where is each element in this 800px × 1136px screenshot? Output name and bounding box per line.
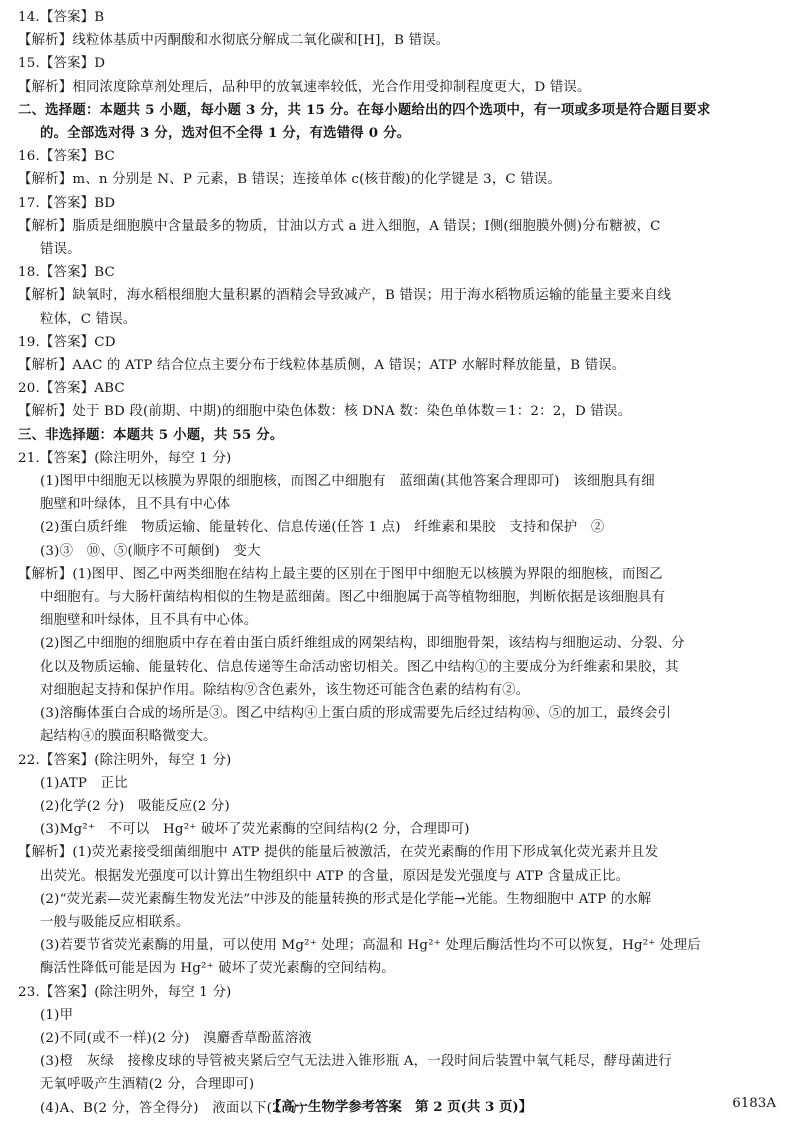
text-line: (1)ATP 正比 <box>40 775 128 791</box>
answer-content <box>18 6 774 1120</box>
text-line: 一般与吸能反应相联系。 <box>40 914 190 930</box>
text-line: 三、非选择题：本题共 5 小题，共 55 分。 <box>18 426 284 443</box>
text-line: (1)甲 <box>40 1007 74 1023</box>
text-line: 中细胞有。与大肠杆菌结构相似的生物是蓝细菌。图乙中细胞属于高等植物细胞，判断依据是该细胞具有 <box>40 590 666 606</box>
text-line: 粒体，C 错误。 <box>40 311 137 327</box>
text-line: 出荧光。根据发光强度可以计算出生物组织中 ATP 的含量，原因是发光强度与 ATP 含量成正比。 <box>40 868 630 884</box>
text-line: 20.【答案】ABC <box>18 381 125 397</box>
text-line: 18.【答案】BC <box>18 265 115 281</box>
text-line: (2)蛋白质纤维 物质运输、能量转化、信息传递(任答 1 点) 纤维素和果胶 支持和保护 ② <box>40 520 605 536</box>
text-line: 【解析】处于 BD 段(前期、中期)的细胞中染色体数：核 DNA 数：染色单体数＝1：2：2，D 错误。 <box>18 404 632 420</box>
text-line: 胞壁和叶绿体，且不具有中心体 <box>40 497 231 513</box>
text-line: 【解析】线粒体基质中丙酮酸和水彻底分解成二氧化碳和[H]，B 错误。 <box>18 33 450 49</box>
text-line: (2)不同(或不一样)(2 分) 溴麝香草酚蓝溶液 <box>40 1030 312 1046</box>
text-line: 起结构④的膜面积略微变大。 <box>40 729 217 745</box>
text-line: (2)图乙中细胞的细胞质中存在着由蛋白质纤维组成的网架结构，即细胞骨架，该结构与细胞运动、分裂、分 <box>40 636 685 652</box>
text-line: 错误。 <box>40 242 81 258</box>
text-line: 19.【答案】CD <box>18 334 116 350</box>
footer-title: 【高一生物学参考答案 第 2 页(共 3 页)】 <box>267 1099 533 1115</box>
text-line: 的。全部选对得 3 分，选对但不全得 1 分，有选错得 0 分。 <box>40 125 411 142</box>
text-line: (3)橙 灰绿 接橡皮球的导管被夹紧后空气无法进入锥形瓶 A，一段时间后装置中氧气耗尽，酵母菌进行 <box>40 1054 672 1070</box>
text-line: 无氧呼吸产生酒精(2 分，合理即可) <box>40 1077 255 1093</box>
text-line: 酶活性降低可能是因为 Hg²⁺ 破坏了荧光素酶的空间结构。 <box>40 961 395 977</box>
text-line: 14.【答案】B <box>18 10 105 25</box>
text-line: 【解析】脂质是细胞膜中含量最多的物质，甘油以方式 a 进入细胞，A 错误；Ⅰ侧(细胞膜外侧)分布糖被，C <box>18 218 661 234</box>
text-line: 对细胞起支持和保护作用。除结构⑨含色素外，该生物还可能含色素的结构有②。 <box>40 682 530 698</box>
text-line: 22.【答案】(除注明外，每空 1 分) <box>18 752 232 768</box>
text-line: (3)若要节省荧光素酶的用量，可以使用 Mg²⁺ 处理；高温和 Hg²⁺ 处理后酶活性均不可以恢复，Hg²⁺ 处理后 <box>40 938 701 954</box>
page-footer <box>0 1096 800 1120</box>
text-line: 二、选择题：本题共 5 小题，每小题 3 分，共 15 分。在每小题给出的四个选项中，有一项或多项是符合题目要求 <box>18 101 711 118</box>
text-line: 【解析】AAC 的 ATP 结合位点主要分布于线粒体基质侧，A 错误；ATP 水解时释放能量，B 错误。 <box>18 358 626 374</box>
text-line: (3)溶酶体蛋白合成的场所是③。图乙中结构④上蛋白质的形成需要先后经过结构⑩、⑤的加工，最终会引 <box>40 706 672 722</box>
text-line: 23.【答案】(除注明外，每空 1 分) <box>18 984 232 1000</box>
text-line: (3)Mg²⁺ 不可以 Hg²⁺ 破坏了荧光素酶的空间结构(2 分，合理即可) <box>40 822 470 838</box>
text-line: (4)A、B(2 分，答全得分) 液面以下(2 分) <box>40 1100 305 1116</box>
text-line: 【解析】(1)荧光素接受细菌细胞中 ATP 提供的能量后被激活，在荧光素酶的作用下形成氧化荧光素并且发 <box>18 845 659 861</box>
text-line: 化以及物质运输、能量转化、信息传递等生命活动密切相关。图乙中结构①的主要成分为纤维素和果胶，其 <box>40 659 679 675</box>
text-line: 16.【答案】BC <box>18 149 115 165</box>
footer-code: 6183A <box>732 1096 776 1111</box>
text-line: (3)③ ⑩、⑤(顺序不可颠倒) 变大 <box>40 543 261 559</box>
text-line: 【解析】(1)图甲、图乙中两类细胞在结构上最主要的区别在于图甲中细胞无以核膜为界限的细胞核，而图乙 <box>18 566 663 582</box>
text-line: (2)“荧光素—荧光素酶生物发光法”中涉及的能量转换的形式是化学能→光能。生物细胞中 ATP 的水解 <box>40 891 652 907</box>
text-line: 细胞壁和叶绿体，且不具有中心体。 <box>40 613 258 629</box>
text-line: (2)化学(2 分) 吸能反应(2 分) <box>40 798 230 814</box>
text-line: 15.【答案】D <box>18 56 106 72</box>
text-line: 17.【答案】BD <box>18 195 116 211</box>
text-line: 【解析】相同浓度除草剂处理后，品种甲的放氧速率较低，光合作用受抑制程度更大，D 错误。 <box>18 79 591 95</box>
text-line: 【解析】缺氧时，海水稻根细胞大量积累的酒精会导致减产，B 错误；用于海水稻物质运输的能量主要来自线 <box>18 288 672 304</box>
text-line: 【解析】m、n 分别是 N、P 元素，B 错误；连接单体 c(核苷酸)的化学键是 3，C 错误。 <box>18 172 562 188</box>
text-line: (1)图甲中细胞无以核膜为界限的细胞核，而图乙中细胞有 蓝细菌(其他答案合理即可) 该细胞具有细 <box>40 474 655 490</box>
text-line: 21.【答案】(除注明外，每空 1 分) <box>18 450 232 466</box>
